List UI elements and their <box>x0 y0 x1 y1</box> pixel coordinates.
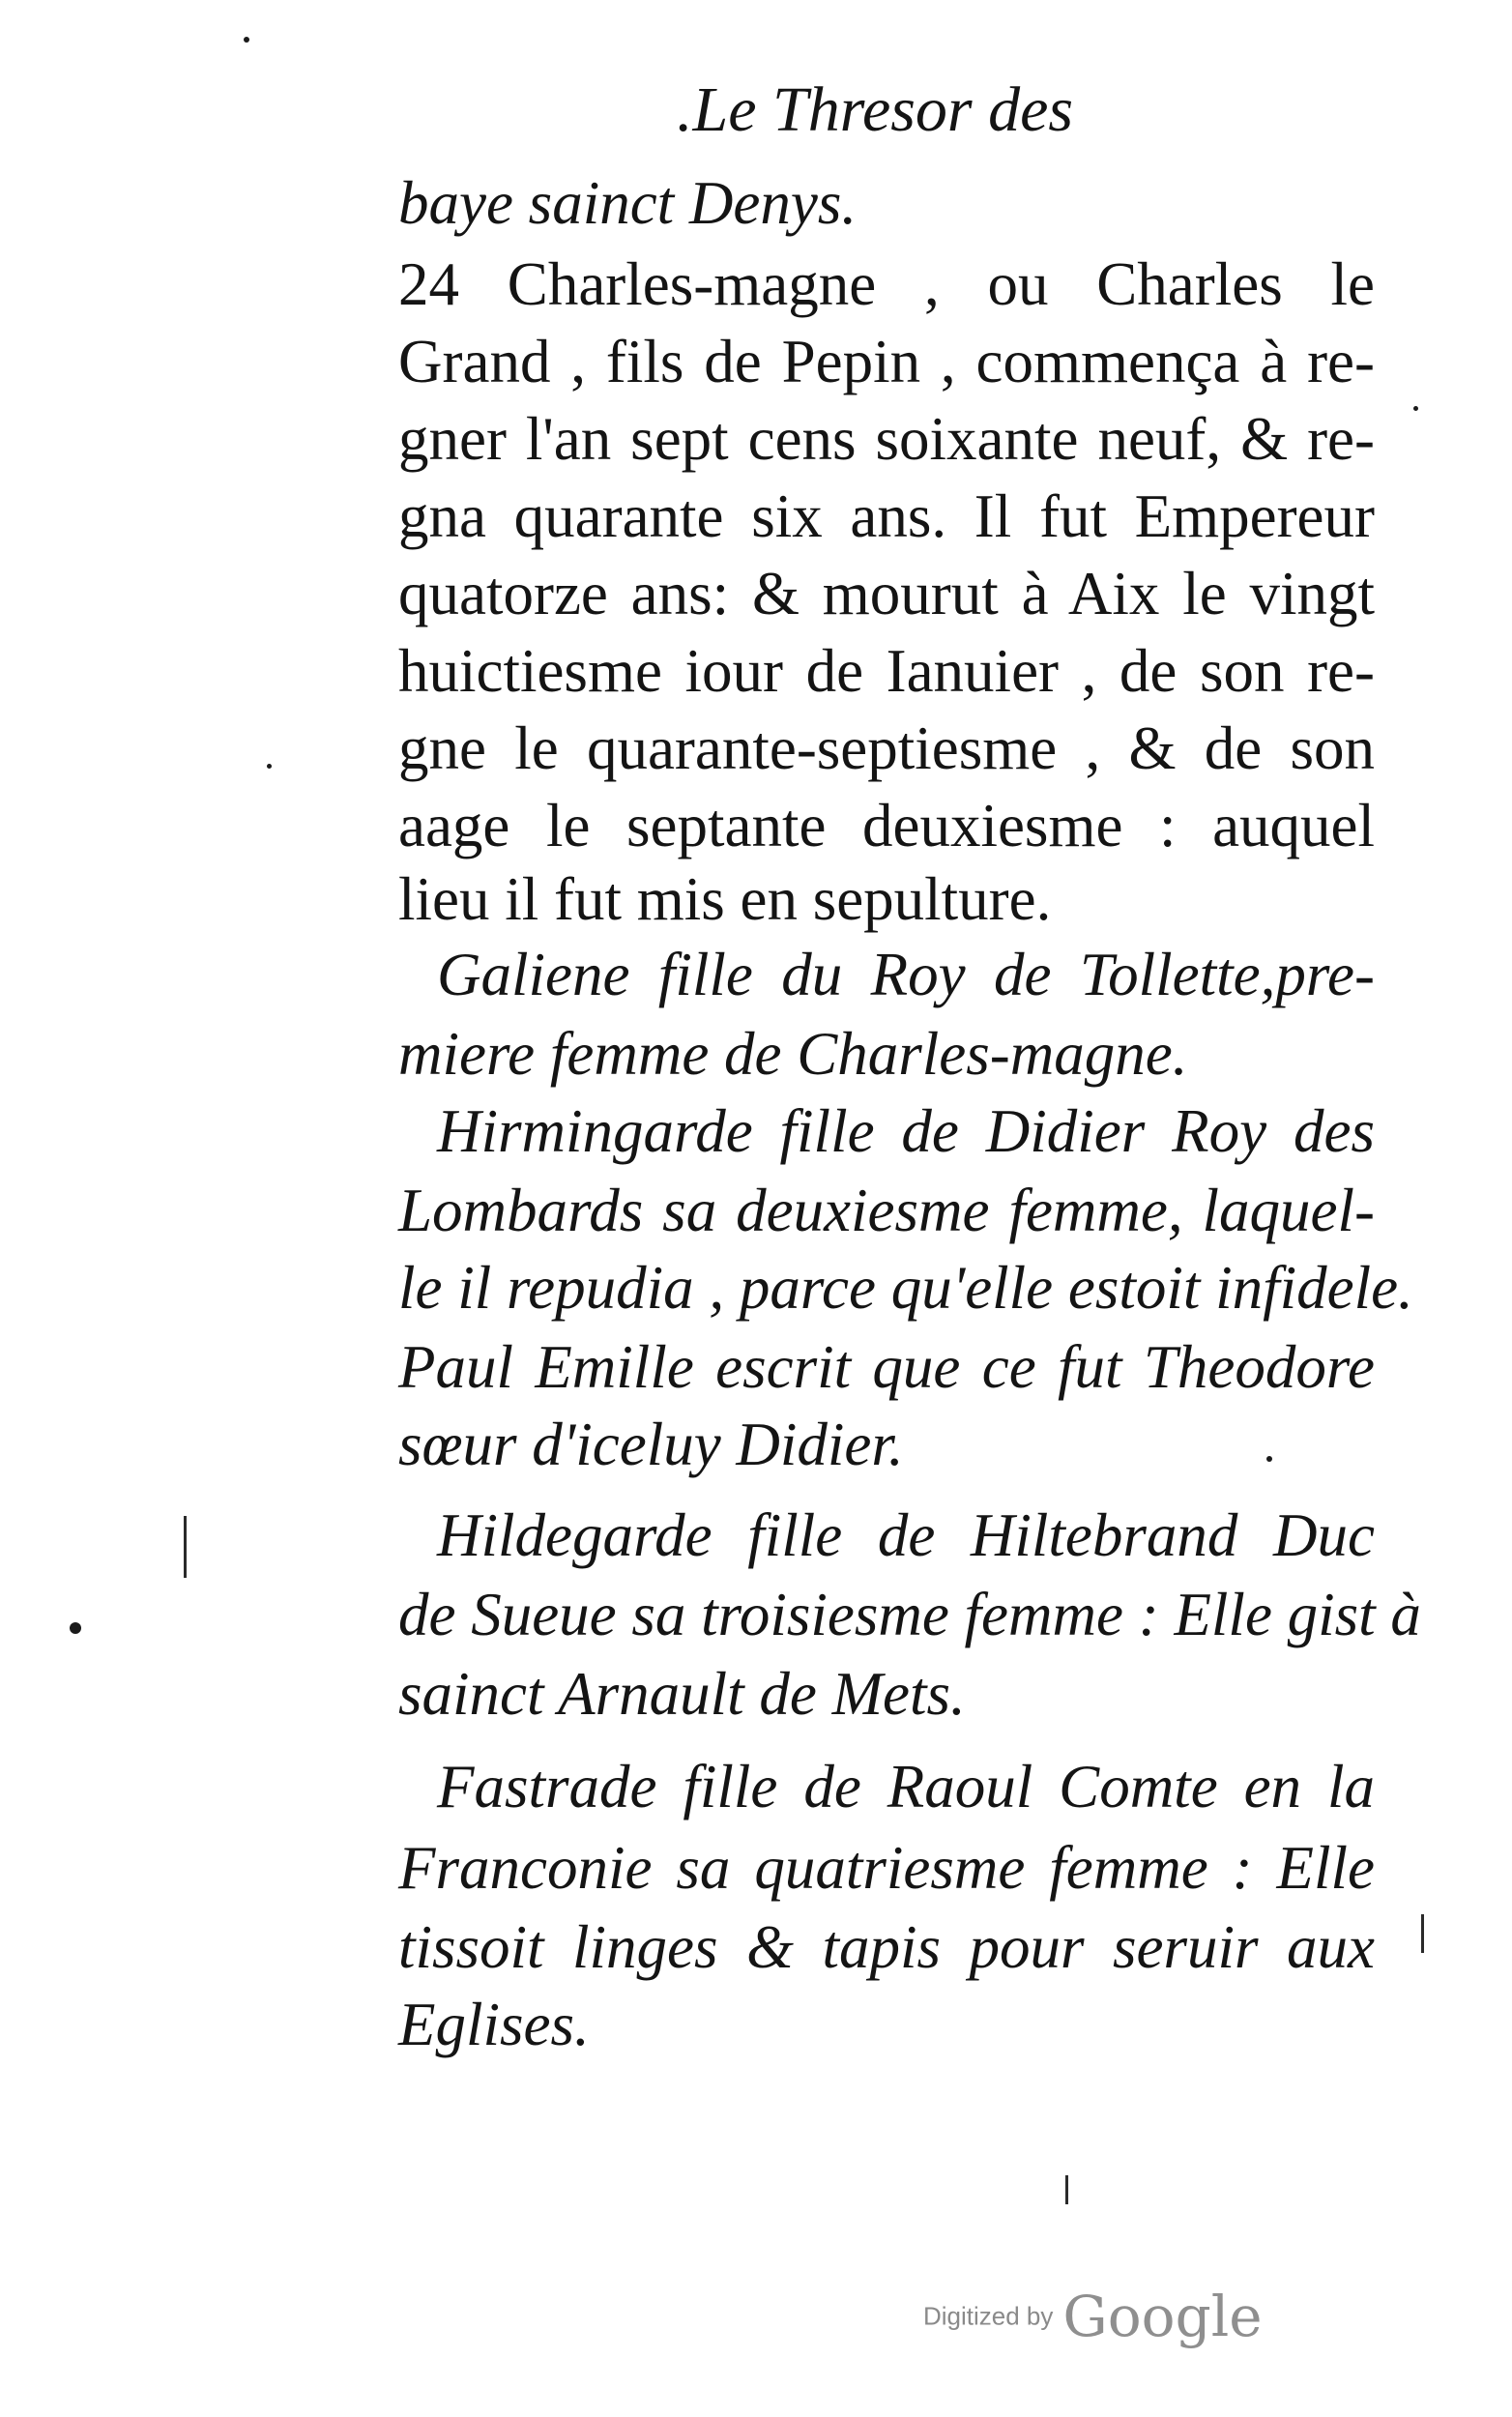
text-line: Fastrade fille de Raoul Comte en la <box>437 1753 1375 1820</box>
text-line: Hildegarde fille de Hiltebrand Duc <box>437 1501 1375 1569</box>
text-line: Grand , fils de Pepin , commença à re- <box>398 328 1375 395</box>
text-line: sœur d'iceluy Didier. <box>398 1411 904 1478</box>
text-line: de Sueue sa troisiesme femme : Elle gist à <box>398 1581 1421 1648</box>
text-line: Eglises. <box>398 1991 590 2058</box>
text-line: gna quarante six ans. Il fut Empereur <box>398 482 1375 550</box>
text-line: quatorze ans: & mourut à Aix le vingt <box>398 560 1375 627</box>
running-head: .Le Thresor des <box>677 74 1074 145</box>
digitization-stamp <box>923 2284 1263 2349</box>
text-line: Galiene fille du Roy de Tollette,pre- <box>437 941 1375 1008</box>
text-line: aage le septante deuxiesme : auquel <box>398 792 1375 859</box>
text-line: Lombards sa deuxiesme femme, laquel- <box>398 1177 1375 1244</box>
text-line: miere femme de Charles-magne. <box>398 1020 1188 1088</box>
ink-speck <box>70 1622 81 1634</box>
text-line: lieu il fut mis en sepulture. <box>398 865 1052 933</box>
ink-speck <box>1266 1456 1272 1462</box>
text-line: tissoit linges & tapis pour seruir aux <box>398 1913 1375 1981</box>
text-line: Paul Emille escrit que ce fut Theodore <box>398 1333 1375 1401</box>
digitized-by-label: Digitized by <box>923 2301 1054 2331</box>
text-line: le il repudia , parce qu'elle estoit infidele. <box>398 1254 1413 1322</box>
scan-scratch <box>184 1516 187 1578</box>
text-line: gne le quarante-septiesme , & de son <box>398 714 1375 782</box>
text-line: sainct Arnault de Mets. <box>398 1660 966 1728</box>
text-line: baye sainct Denys. <box>398 169 858 237</box>
text-line: gner l'an sept cens soixante neuf, & re- <box>398 405 1375 473</box>
text-line: 24 Charles-magne , ou Charles le <box>398 250 1375 318</box>
scan-scratch <box>1421 1914 1424 1953</box>
text-line: Hirmingarde fille de Didier Roy des <box>437 1097 1375 1165</box>
google-logo: Google <box>1062 2284 1263 2349</box>
ink-speck <box>1413 406 1418 411</box>
text-line: huictiesme iour de Ianuier , de son re- <box>398 637 1375 705</box>
ink-speck <box>244 37 249 43</box>
text-line: Franconie sa quatriesme femme : Elle <box>398 1834 1375 1902</box>
ink-speck <box>267 764 272 769</box>
scan-scratch <box>1065 2175 1068 2204</box>
